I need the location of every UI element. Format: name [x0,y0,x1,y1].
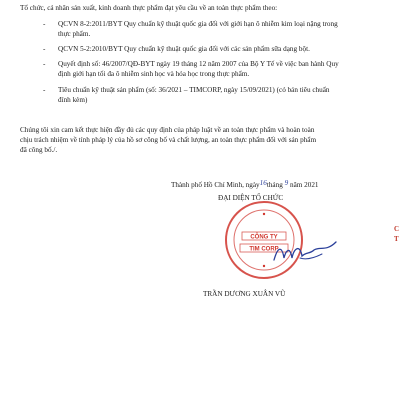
date-day: 16 [259,179,267,187]
stamp-text-mid: TIM CORP [249,246,279,253]
representative-title: ĐẠI DIỆN TỔ CHỨC [218,194,284,202]
bullet-dash: - [43,45,46,53]
bullet-3-line-2: định giới hạn tối đa ô nhiễm sinh học và hóa học trong thực phẩm. [58,70,250,78]
bullet-4-line-1: Tiêu chuẩn kỹ thuật sản phẩm (số: 36/2021 – TIMCORP, ngày 15/09/2021) (có bản tiêu chuẩn [58,86,330,94]
side-stamp-fragment: C T [394,225,400,243]
bullet-1-line-1: QCVN 8-2:2011/BYT Quy chuẩn kỹ thuật quốc gia đối với giới hạn ô nhiễm kim loại nặng trong [58,20,338,28]
date-month: 9 [284,179,289,187]
bullet-3-line-1: Quyết định số: 46/2007/QĐ-BYT ngày 19 tháng 12 năm 2007 của Bộ Y Tế về việc ban hành Quy [58,60,339,68]
commitment-line-1: Chúng tôi xin cam kết thực hiện đầy đủ các quy định của pháp luật về an toàn thực phẩm và hoàn toàn [20,126,315,134]
bullet-dash: - [43,20,46,28]
intro-text: Tổ chức, cá nhân sản xuất, kinh doanh thực phẩm đạt yêu cầu về an toàn thực phẩm theo: [20,4,278,12]
date-year: năm 2021 [289,181,319,189]
bullet-dash: - [43,60,46,68]
bullet-dash: - [43,86,46,94]
commitment-line-2: chịu trách nhiệm về tính pháp lý của hồ sơ công bố và chất lượng, an toàn thực phẩm đối với sản phẩm [20,136,317,144]
handwritten-signature [270,232,340,272]
bullet-2-line-1: QCVN 5-2:2010/BYT Quy chuẩn kỹ thuật quốc gia đối với các sản phẩm sữa dạng bột. [58,45,310,53]
commitment-line-3: đã công bố./. [20,146,58,154]
stamp-text-top: CÔNG TY [250,234,278,241]
signer-name: TRẦN DƯƠNG XUÂN VŨ [203,290,286,298]
date-line [171,181,319,190]
date-prefix: Thành phố Hồ Chí Minh, ngày [171,181,260,189]
bullet-4-line-2: đính kèm) [58,96,88,104]
date-month-word: tháng [266,181,283,189]
bullet-1-line-2: thực phẩm. [58,30,91,38]
